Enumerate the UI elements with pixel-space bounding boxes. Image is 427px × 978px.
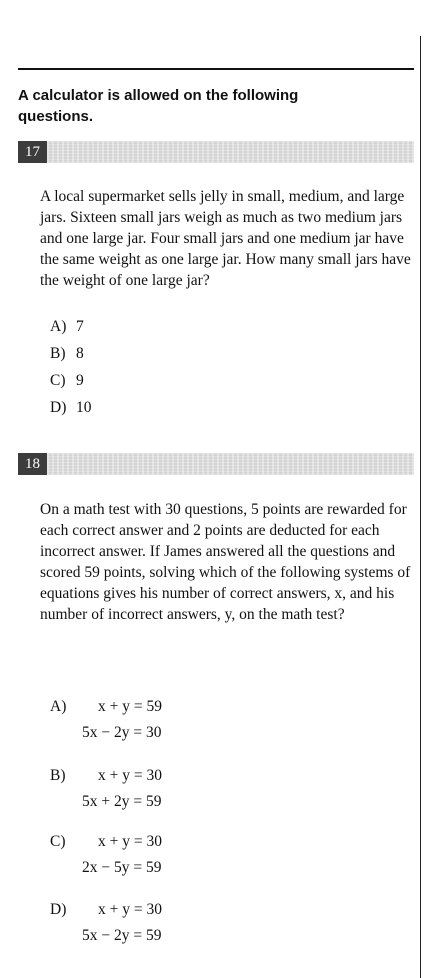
q17-choice-d-value: 10	[76, 399, 92, 416]
q17-choice-b[interactable]	[50, 344, 84, 364]
q18-choice-c-letter: C)	[50, 833, 66, 850]
q18-choice-d-equation-1: x + y = 30	[98, 901, 162, 918]
question-17-text: A local supermarket sells jelly in small, medium, and large jars. Sixteen small jars weigh as much as two medium jars and one large jar. Four small jars and one medium jar have the same weight as one large jar. How many small jars have the weight of one large jar?	[40, 188, 411, 289]
q17-choice-a-value: 7	[76, 318, 84, 335]
q18-choice-d-equation-2: 5x − 2y = 59	[82, 927, 162, 944]
q17-choice-a[interactable]	[50, 317, 84, 337]
question-18-number: 18	[18, 453, 47, 475]
calculator-note: A calculator is allowed on the following questions.	[18, 87, 299, 125]
question-18-stripe	[47, 453, 414, 475]
question-17-header	[18, 141, 414, 163]
q17-choice-d-letter: D)	[50, 399, 67, 416]
q18-choice-c[interactable]	[50, 831, 270, 881]
q18-choice-b[interactable]	[50, 765, 270, 815]
q18-choice-b-letter: B)	[50, 767, 66, 784]
q17-choice-b-value: 8	[76, 345, 84, 362]
q18-choice-a-letter: A)	[50, 698, 67, 715]
q18-choice-d[interactable]	[50, 899, 270, 949]
q18-choice-a-equation-2: 5x − 2y = 30	[82, 724, 162, 741]
q18-choice-c-equation-1: x + y = 30	[98, 833, 162, 850]
question-17-stripe	[47, 141, 414, 163]
question-18-header	[18, 453, 414, 475]
q18-choice-a[interactable]	[50, 696, 270, 746]
q18-choice-a-equation-1: x + y = 59	[98, 698, 162, 715]
q18-choice-c-equation-2: 2x − 5y = 59	[82, 859, 162, 876]
q18-choice-d-letter: D)	[50, 901, 67, 918]
q17-choice-c[interactable]	[50, 371, 84, 391]
page-margin-rule	[420, 36, 421, 978]
question-17-number: 17	[18, 141, 47, 163]
q17-choice-c-value: 9	[76, 372, 84, 389]
q17-choice-d[interactable]	[50, 398, 92, 418]
q18-choice-b-equation-1: x + y = 30	[98, 767, 162, 784]
section-top-rule	[18, 68, 414, 70]
q18-choice-b-equation-2: 5x + 2y = 59	[82, 793, 162, 810]
q17-choice-c-letter: C)	[50, 372, 66, 389]
q17-choice-b-letter: B)	[50, 345, 66, 362]
q17-choice-a-letter: A)	[50, 318, 67, 335]
question-18-text: On a math test with 30 questions, 5 points are rewarded for each correct answer and 2 points are deducted for each incorrect answer. If James answered all the questions and scored 59 points, solving which of the following systems of equations gives his number of correct answers, x, and his number of incorrect answers, y, on the math test?	[40, 501, 411, 623]
